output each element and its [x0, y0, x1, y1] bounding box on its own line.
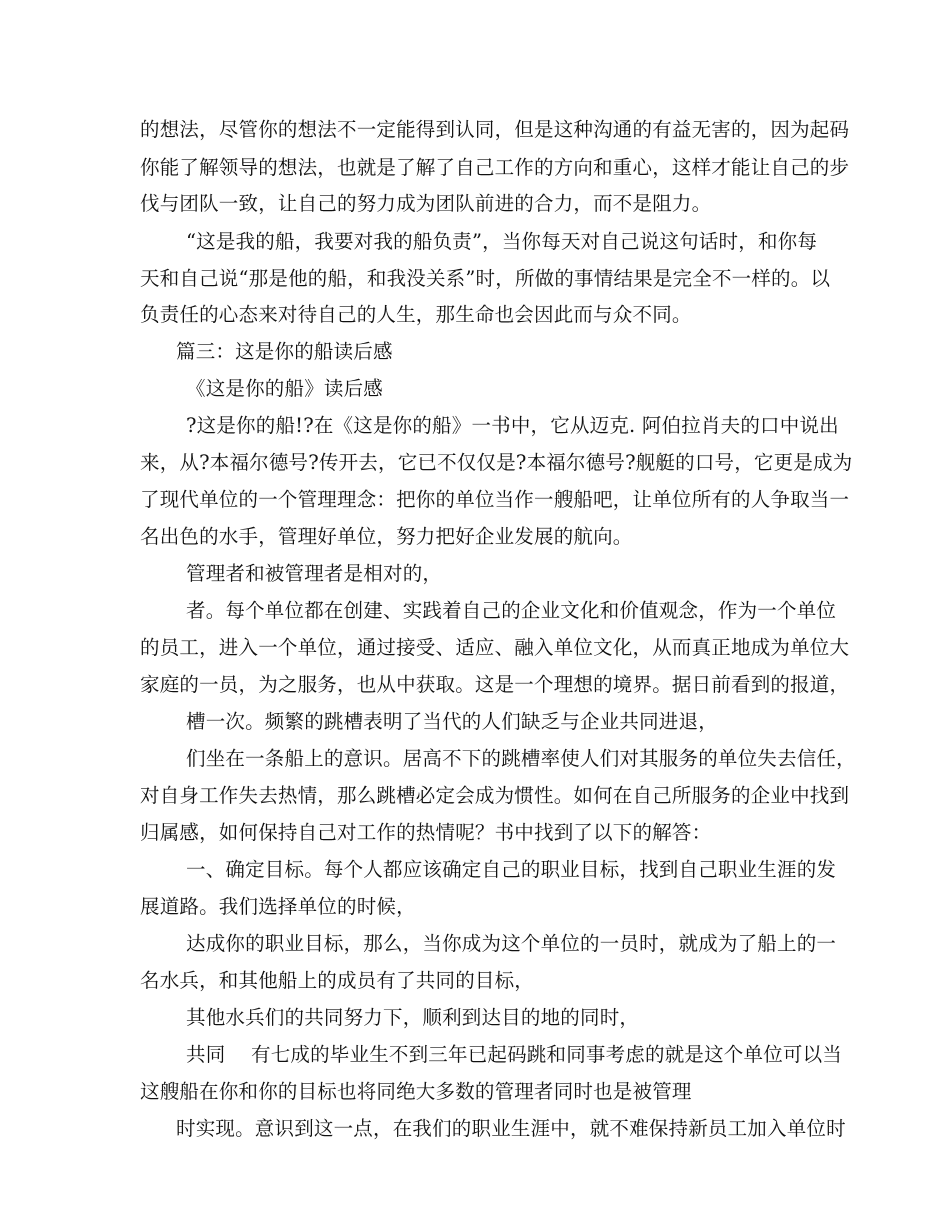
- text-line: 负责任的心态来对待自己的人生，那生命也会因此而与众不同。: [140, 303, 692, 326]
- section-heading: 篇三：这是你的船读后感: [176, 340, 393, 363]
- text-line: 对自身工作失去热情，那么跳槽必定会成为惯性。如何在自己所服务的企业中找到: [140, 784, 850, 807]
- text-line: 们坐在一条船上的意识。居高不下的跳槽率使人们对其服务的单位失去信任，: [186, 747, 856, 770]
- text-line: 共同 有七成的毕业生不到三年已起码跳和同事考虑的就是这个单位可以当: [186, 1043, 842, 1066]
- text-line: 归属感，如何保持自己对工作的热情呢？书中找到了以下的解答：: [140, 821, 712, 844]
- text-line: 了现代单位的一个管理理念：把你的单位当作一艘船吧，让单位所有的人争取当一: [140, 488, 850, 511]
- text-line: 者。每个单位都在创建、实践着自己的企业文化和价值观念，作为一个单位: [186, 599, 837, 622]
- text-line: 伐与团队一致，让自己的努力成为团队前进的合力，而不是阻力。: [140, 192, 712, 215]
- text-line: 名水兵，和其他船上的成员有了共同的目标，: [140, 969, 535, 992]
- text-line: 的员工，进入一个单位，通过接受、适应、融入单位文化，从而真正地成为单位大: [140, 636, 850, 659]
- section-title: 《这是你的船》读后感: [186, 377, 384, 400]
- text-line: 时实现。意识到这一点，在我们的职业生涯中，就不难保持新员工加入单位时: [176, 1117, 846, 1140]
- text-line: 其他水兵们的共同努力下，顺利到达目的地的同时，: [186, 1006, 640, 1029]
- text-line: 管理者和被管理者是相对的，: [186, 562, 443, 585]
- text-line: 的想法，尽管你的想法不一定能得到认同，但是这种沟通的有益无害的，因为起码: [140, 118, 850, 141]
- text-line: 这艘船在你和你的目标也将同绝大多数的管理者同时也是被管理: [140, 1080, 692, 1103]
- text-line: 天和自己说“那是他的船，和我没关系”时，所做的事情结果是完全不一样的。以: [140, 267, 831, 290]
- text-line: 你能了解领导的想法，也就是了解了自己工作的方向和重心，这样才能让自己的步: [140, 156, 850, 179]
- text-line: 一、确定目标。每个人都应该确定自己的职业目标，找到自己职业生涯的发: [186, 858, 837, 881]
- text-line: 槽一次。频繁的跳槽表明了当代的人们缺乏与企业共同进退，: [186, 710, 718, 733]
- text-line: 展道路。我们选择单位的时候，: [140, 895, 416, 918]
- text-line: “这是我的船，我要对我的船负责”，当你每天对自己说这句话时，和你每: [186, 230, 818, 253]
- text-line: 名出色的水手，管理好单位，努力把好企业发展的航向。: [140, 525, 633, 548]
- text-line: 达成你的职业目标，那么，当你成为这个单位的一员时，就成为了船上的一: [186, 932, 837, 955]
- text-line: 家庭的一员，为之服务，也从中获取。这是一个理想的境界。据日前看到的报道，: [140, 673, 850, 696]
- text-line: 来，从?本福尔德号?传开去，它已不仅仅是?本福尔德号?舰艇的口号，它更是成为: [140, 451, 853, 474]
- text-line: ?这是你的船!?在《这是你的船》一书中，它从迈克. 阿伯拉肖夫的口中说出: [186, 414, 839, 437]
